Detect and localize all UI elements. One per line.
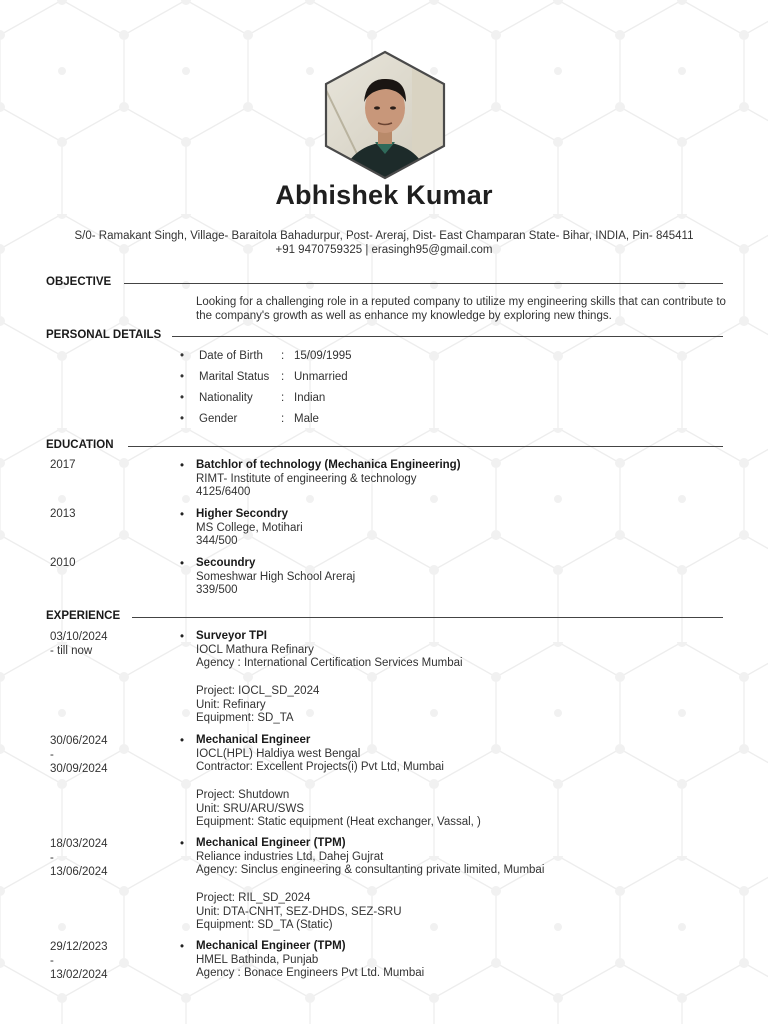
section-rule-education <box>128 446 723 447</box>
experience-project: Project: IOCL_SD_2024 <box>196 684 320 697</box>
experience-project: Unit: SRU/ARU/SWS <box>196 802 304 815</box>
experience-date-to: 30/09/2024 <box>50 763 108 775</box>
experience-line: HMEL Bathinda, Punjab <box>196 953 319 966</box>
detail-label: Date of Birth <box>199 350 263 362</box>
education-year: 2017 <box>50 459 76 471</box>
experience-project: Unit: Refinary <box>196 698 266 711</box>
education-institute: MS College, Motihari <box>196 521 303 534</box>
bullet-dot-icon: • <box>180 838 185 850</box>
experience-line: Agency : International Certification Services Mumbai <box>196 657 463 670</box>
spacer <box>196 878 736 892</box>
bullet-dot-icon: • <box>180 558 185 570</box>
experience-date-sep: - <box>50 955 54 967</box>
experience-line: IOCL Mathura Refinary <box>196 643 314 656</box>
detail-label: Marital Status <box>199 371 270 383</box>
experience-project: Equipment: SD_TA (Static) <box>196 919 333 932</box>
bullet-dot-icon: • <box>180 413 185 425</box>
detail-colon: : <box>281 392 285 404</box>
address-line: S/0- Ramakant Singh, Village- Baraitola Bahadurpur, Post- Areraj, Dist- East Champaran State- Bihar, INDIA, Pin- 845411 <box>74 230 694 242</box>
bullet-dot-icon: • <box>180 735 185 747</box>
detail-value: Male <box>294 413 319 425</box>
section-rule-personal-details <box>172 336 723 337</box>
section-rule-objective <box>124 283 723 284</box>
experience-role: Mechanical Engineer <box>196 734 311 746</box>
education-degree: Secoundry <box>196 557 256 569</box>
experience-line: Agency : Bonace Engineers Pvt Ltd. Mumbai <box>196 967 425 980</box>
experience-line: Agency: Sinclus engineering & consultanting private limited, Mumbai <box>196 864 545 877</box>
education-institute: Someshwar High School Areraj <box>196 570 356 583</box>
experience-date-sep: - <box>50 749 54 761</box>
experience-date-from: 30/06/2024 <box>50 735 108 747</box>
objective-text: Looking for a challenging role in a reputed company to utilize my engineering skills that can contribute to the company's growth as well as enhance my knowledge by exploring new things. <box>196 296 726 322</box>
education-entry <box>196 459 736 500</box>
bullet-dot-icon: • <box>180 350 185 362</box>
experience-project: Equipment: SD_TA <box>196 712 294 725</box>
detail-label: Gender <box>199 413 238 425</box>
candidate-name: Abhishek Kumar <box>275 180 493 210</box>
education-marks: 4125/6400 <box>196 486 251 499</box>
bullet-dot-icon: • <box>180 631 185 643</box>
experience-line: IOCL(HPL) Haldiya west Bengal <box>196 747 361 760</box>
bullet-dot-icon: • <box>180 941 185 953</box>
spacer <box>196 671 736 685</box>
experience-role: Surveyor TPI <box>196 630 267 642</box>
experience-line: Contractor: Excellent Projects(i) Pvt Ltd, Mumbai <box>196 761 444 774</box>
section-title-personal-details: PERSONAL DETAILS <box>46 329 162 341</box>
section-title-objective: OBJECTIVE <box>46 276 112 288</box>
experience-date-sep: - till now <box>50 645 93 657</box>
experience-date-from: 29/12/2023 <box>50 941 108 953</box>
detail-colon: : <box>281 371 285 383</box>
experience-project: Equipment: Static equipment (Heat exchanger, Vassal, ) <box>196 816 481 829</box>
detail-colon: : <box>281 350 285 362</box>
education-year: 2010 <box>50 557 76 569</box>
experience-entry <box>196 837 736 933</box>
education-entry <box>196 508 736 549</box>
experience-project: Project: Shutdown <box>196 788 290 801</box>
education-year: 2013 <box>50 508 76 520</box>
section-rule-experience <box>132 617 723 618</box>
detail-colon: : <box>281 413 285 425</box>
bullet-dot-icon: • <box>180 371 185 383</box>
detail-value: 15/09/1995 <box>294 350 352 362</box>
experience-entry <box>196 940 736 981</box>
education-marks: 339/500 <box>196 584 238 597</box>
experience-date-to: 13/02/2024 <box>50 969 108 981</box>
education-entry <box>196 557 736 598</box>
experience-role: Mechanical Engineer (TPM) <box>196 837 346 849</box>
contact-line: +91 9470759325 | erasingh95@gmail.com <box>275 244 493 256</box>
experience-project: Project: RIL_SD_2024 <box>196 891 311 904</box>
bullet-dot-icon: • <box>180 460 185 472</box>
section-title-education: EDUCATION <box>46 439 114 451</box>
experience-date-from: 18/03/2024 <box>50 838 108 850</box>
experience-date-from: 03/10/2024 <box>50 631 108 643</box>
experience-date-to: 13/06/2024 <box>50 866 108 878</box>
education-institute: RIMT- Institute of engineering & technology <box>196 472 417 485</box>
bullet-dot-icon: • <box>180 509 185 521</box>
education-degree: Batchlor of technology (Mechanica Engineering) <box>196 459 461 471</box>
detail-value: Indian <box>294 392 326 404</box>
experience-entry <box>196 734 736 830</box>
detail-label: Nationality <box>199 392 253 404</box>
experience-date-sep: - <box>50 852 54 864</box>
education-marks: 344/500 <box>196 535 238 548</box>
detail-value: Unmarried <box>294 371 348 383</box>
profile-photo <box>320 50 450 180</box>
experience-line: Reliance industries Ltd, Dahej Gujrat <box>196 850 384 863</box>
spacer <box>196 775 736 789</box>
experience-entry <box>196 630 736 726</box>
bullet-dot-icon: • <box>180 392 185 404</box>
experience-project: Unit: DTA-CNHT, SEZ-DHDS, SEZ-SRU <box>196 905 402 918</box>
education-degree: Higher Secondry <box>196 508 289 520</box>
section-title-experience: EXPERIENCE <box>46 610 121 622</box>
experience-role: Mechanical Engineer (TPM) <box>196 940 346 952</box>
